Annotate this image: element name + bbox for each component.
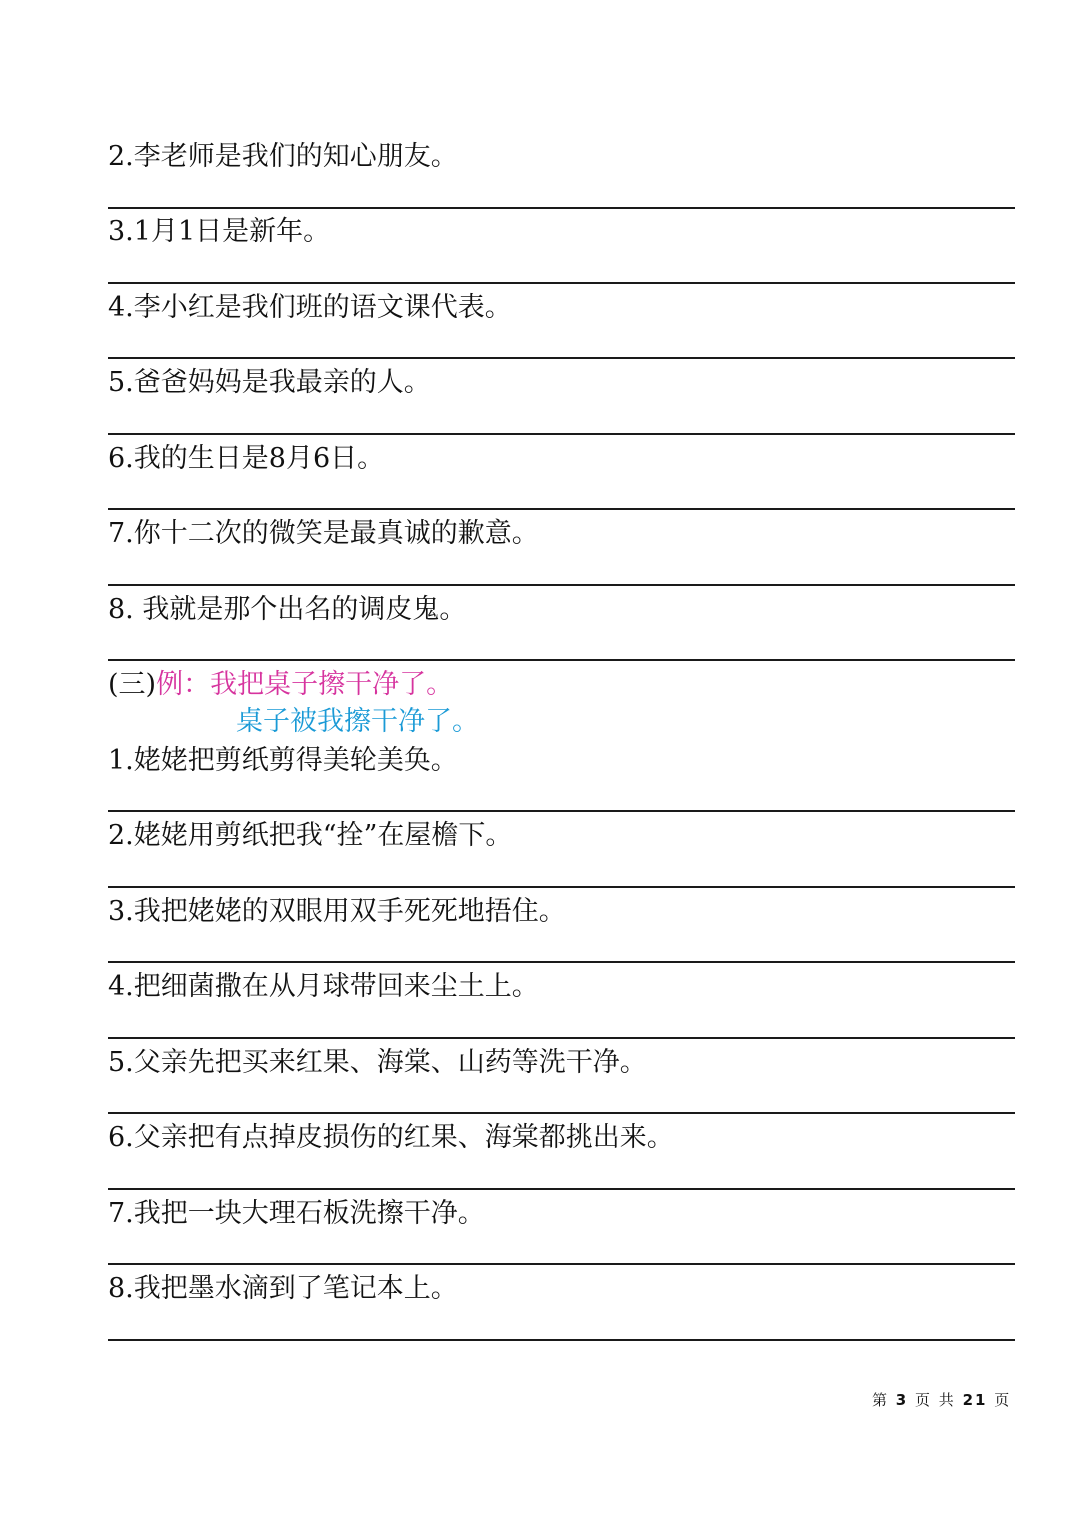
item-number: 3.: [108, 216, 134, 247]
list-item: [108, 896, 566, 928]
section-header: [108, 669, 453, 701]
list-item: [108, 594, 466, 626]
item-number: 6.: [108, 1122, 134, 1153]
list-item: [108, 1198, 485, 1230]
answer-line[interactable]: [108, 282, 1015, 284]
answer-line[interactable]: [108, 357, 1015, 359]
item-number: 2.: [108, 141, 134, 172]
item-number: 5.: [108, 367, 134, 398]
item-text: 我把一块大理石板洗擦干净。: [133, 1198, 485, 1229]
answer-line[interactable]: [108, 1339, 1015, 1341]
item-text: 我就是那个出名的调皮鬼。: [133, 594, 467, 625]
answer-line[interactable]: [108, 810, 1015, 812]
list-item: [108, 518, 539, 550]
answer-line[interactable]: [108, 508, 1015, 510]
current-page-number: 3: [895, 1391, 909, 1409]
list-item: [108, 367, 431, 399]
footer-prefix: 第: [872, 1391, 890, 1409]
item-text: 我把墨水滴到了笔记本上。: [133, 1273, 458, 1304]
item-number: 4.: [108, 971, 134, 1002]
list-item: [108, 216, 330, 248]
item-text: 我的生日是8月6日。: [133, 443, 385, 474]
list-item: [108, 292, 512, 324]
footer-middle: 页 共: [915, 1391, 956, 1409]
answer-line[interactable]: [108, 659, 1015, 661]
item-number: 8.: [108, 594, 134, 625]
item-number: 8.: [108, 1273, 134, 1304]
item-number: 1.: [108, 745, 134, 776]
example-sentence: 我把桌子擦干净了。: [210, 669, 454, 700]
answer-line[interactable]: [108, 1263, 1015, 1265]
list-item: [108, 141, 458, 173]
list-item: [108, 443, 384, 475]
item-number: 2.: [108, 820, 134, 851]
item-text: 李小红是我们班的语文课代表。: [133, 292, 512, 323]
item-text: 父亲先把买来红果、海棠、山药等洗干净。: [133, 1047, 647, 1078]
answer-line[interactable]: [108, 886, 1015, 888]
item-number: 7.: [108, 518, 134, 549]
item-number: 5.: [108, 1047, 134, 1078]
total-page-count: 21: [962, 1391, 988, 1409]
item-text: 把细菌撒在从月球带回来尘土上。: [133, 971, 539, 1002]
item-number: 6.: [108, 443, 134, 474]
example-transformed-sentence: 桌子被我擦干净了。: [236, 706, 479, 737]
item-number: 7.: [108, 1198, 134, 1229]
item-text: 姥姥把剪纸剪得美轮美奂。: [133, 745, 458, 776]
item-text: 姥姥用剪纸把我“拴”在屋檐下。: [133, 820, 513, 851]
item-number: 3.: [108, 896, 134, 927]
answer-line[interactable]: [108, 1112, 1015, 1114]
item-text: 爸爸妈妈是我最亲的人。: [133, 367, 431, 398]
item-text: 我把姥姥的双眼用双手死死地捂住。: [133, 896, 566, 927]
list-item: [108, 1122, 674, 1154]
list-item: [108, 1047, 647, 1079]
list-item: [108, 971, 539, 1003]
example-label: 例：: [156, 669, 211, 700]
answer-line[interactable]: [108, 584, 1015, 586]
item-text: 李老师是我们的知心朋友。: [133, 141, 458, 172]
section-label: (三): [108, 669, 157, 700]
answer-line[interactable]: [108, 1188, 1015, 1190]
answer-line[interactable]: [108, 1037, 1015, 1039]
item-text: 你十二次的微笑是最真诚的歉意。: [133, 518, 539, 549]
list-item: [108, 1273, 458, 1305]
item-number: 4.: [108, 292, 134, 323]
list-item: [108, 820, 512, 852]
item-text: 父亲把有点掉皮损伤的红果、海棠都挑出来。: [133, 1122, 674, 1153]
list-item: [108, 745, 458, 777]
footer-suffix: 页: [994, 1391, 1012, 1409]
answer-line[interactable]: [108, 433, 1015, 435]
page-footer: [872, 1390, 1011, 1410]
answer-line[interactable]: [108, 207, 1015, 209]
item-text: 1月1日是新年。: [133, 216, 331, 247]
answer-line[interactable]: [108, 961, 1015, 963]
